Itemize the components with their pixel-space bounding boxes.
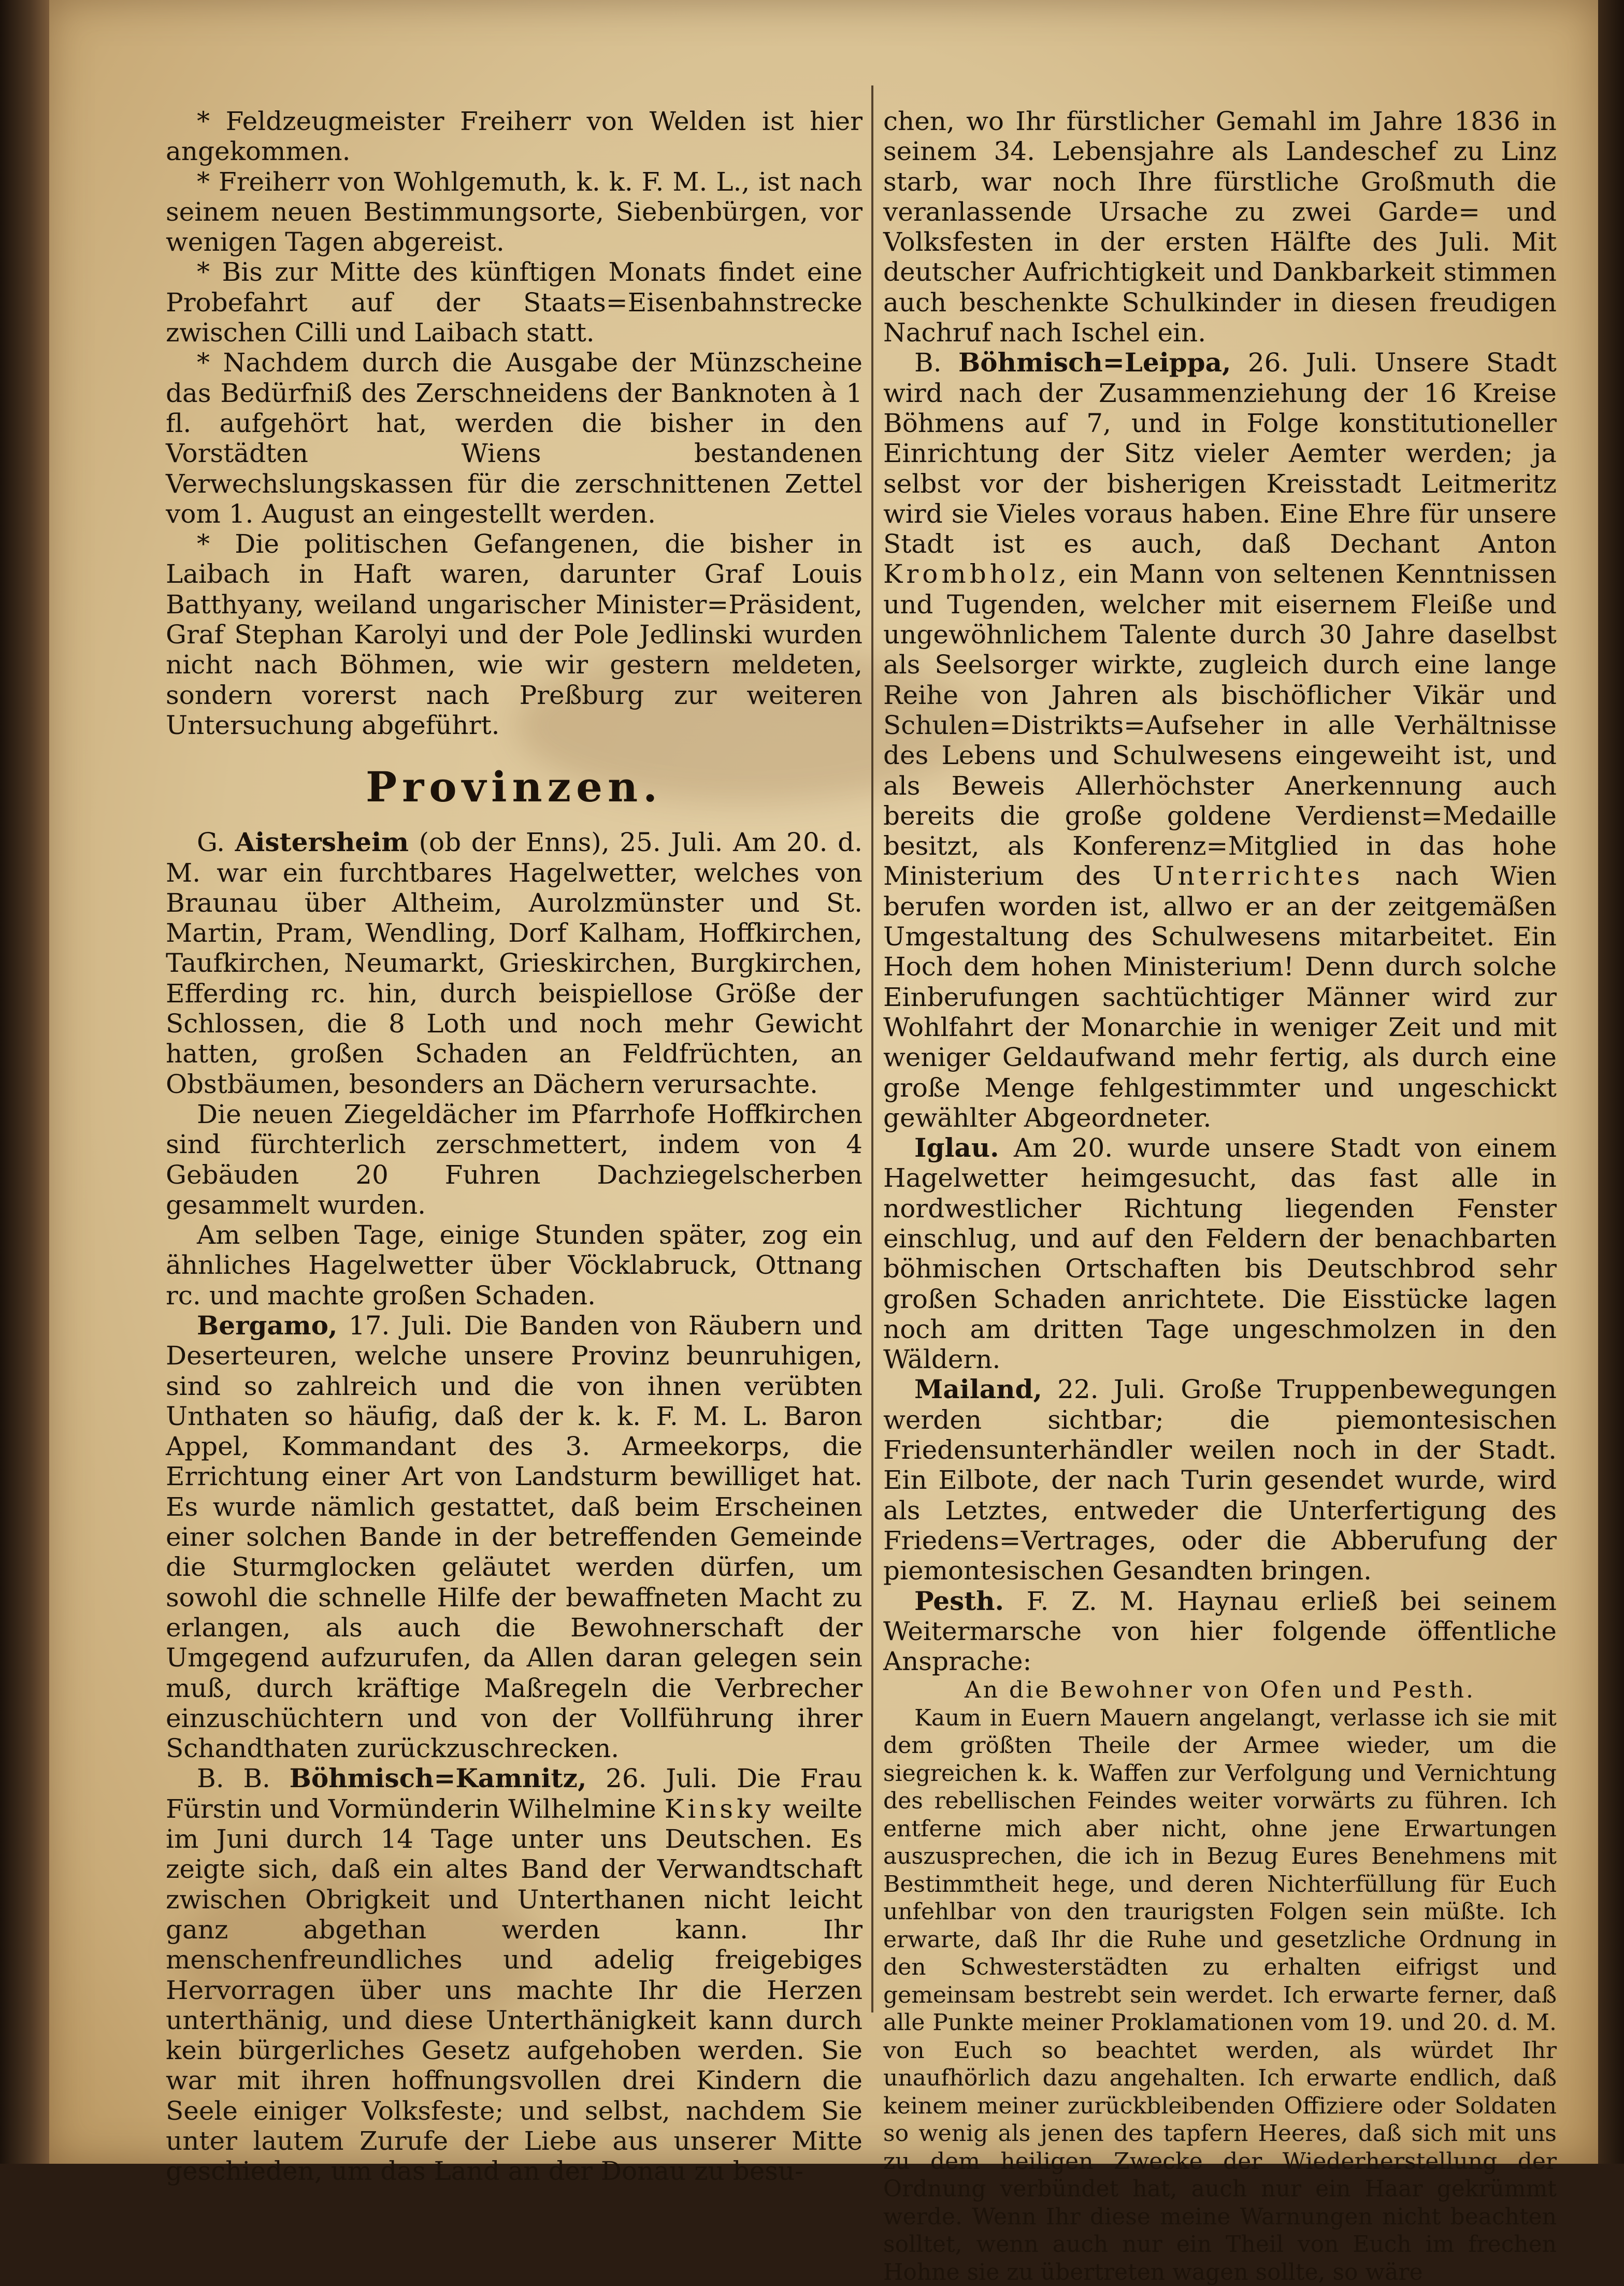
place-name: Pesth. [914, 1585, 1004, 1616]
article-text: Am 20. wurde unsere Stadt von einem Hagelwetter heimgesucht, das fast alle in nordwestlicher Richtung liegenden Fenster einschlug, und auf den Feldern der benachbarten böhmischen Ortschaften bis Deutschbrod sehr großen Schaden anrichtete. Die Eisstücke lagen noch am dritten Tage ungeschmolzen in den Wäldern. [883, 1133, 1557, 1375]
article-text: 22. Juli. Große Truppenbewegungen werden sichtbar; die piemontesischen Friedensunterhändler weilen noch in der Stadt. Ein Eilbote, der nach Turin gesendet wurde, wird als Letztes, entweder die Unterfertigung des Friedens=Vertrages, oder die Abberufung der piemontesischen Gesandten bringen. [883, 1374, 1557, 1586]
news-item: * Nachdem durch die Ausgabe der Münzscheine das Bedürfniß des Zerschneidens der Banknoten à 1 fl. aufgehört hat, werden die bisher in den Vorstädten Wiens bestandenen Verwechslungskassen für die zerschnittenen Zettel vom 1. August an eingestellt werden. [166, 348, 863, 529]
article-text: F. Z. M. Haynau erließ bei seinem Weitermarsche von hier folgende öffentliche Ansprache: [883, 1586, 1557, 1677]
article-text: (ob der Enns), 25. Juli. Am 20. d. M. war ein furchtbares Hagelwetter, welches von Braunau über Altheim, Aurolzmünster und St. Martin, Pram, Wendling, Dorf Kalham, Hoffkirchen, Taufkirchen, Neumarkt, Grieskirchen, Burgkirchen, Efferding rc. hin, durch beispiellose Größe der Schlossen, die 8 Loth und noch mehr Gewicht hatten, großen Schaden an Feldfrüchten, an Obstbäumen, besonders an Dächern verursachte. [166, 827, 863, 1099]
article-mailand [883, 1374, 1557, 1586]
section-heading: Provinzen. [365, 763, 663, 812]
article-bergamo [166, 1311, 863, 1763]
news-item: * Freiherr von Wohlgemuth, k. k. F. M. L., ist nach seinem neuen Bestimmungsorte, Siebenbürgen, vor wenigen Tagen abgereist. [166, 166, 863, 257]
article-kamnitz [166, 1763, 863, 2186]
place-name: Iglau. [914, 1132, 999, 1163]
article-aistersheim [166, 827, 863, 1099]
correspondent-mark: B. B. [197, 1763, 270, 1794]
column-divider [871, 85, 873, 2012]
article-continuation: chen, wo Ihr fürstlicher Gemahl im Jahre 1836 in seinem 34. Lebensjahre als Landeschef zu Linz starb, war noch Ihre fürstliche Großmuth die veranlassende Ursache zu zwei Garde= und Volksfesten in der ersten Hälfte des Juli. Mit deutscher Aufrichtigkeit und Dankbarkeit stimmen auch beschenkte Schulkinder in diesen freudigen Nachruf nach Ischel ein. [883, 106, 1557, 348]
article-paragraph: Die neuen Ziegeldächer im Pfarrhofe Hoffkirchen sind fürchterlich zerschmettert, indem von 4 Gebäuden 20 Fuhren Dachziegelscherben gesammelt wurden. [166, 1099, 863, 1220]
place-name: Mailand, [914, 1374, 1042, 1405]
place-name: Bergamo, [197, 1310, 338, 1341]
correspondent-mark: G. [197, 827, 225, 858]
place-name: Böhmisch=Leippa, [958, 347, 1231, 378]
proclamation-text: Kaum in Euern Mauern angelangt, verlasse ich sie mit dem größten Theile der Armee wieder, um die siegreichen k. k. Waffen zur Verfolgung und Vernichtung des rebellischen Feindes weiter vorwärts zu führen. Ich entferne mich aber nicht, ohne jene Erwartungen auszusprechen, die ich in Bezug Eures Benehmens mit Bestimmtheit hege, und deren Nichterfüllung für Euch unfehlbar von den traurigsten Folgen sein müßte. Ich erwarte, daß Ihr die Ruhe und gesetzliche Ordnung in den Schwesterstädten zu erhalten eifrigst und gemeinsam bestrebt sein werdet. Ich erwarte ferner, daß alle Punkte meiner Proklamationen vom 19. und 20. d. M. von Euch so beachtet werden, als würdet Ihr unaufhörlich dazu angehalten. Ich erwarte endlich, daß keinem meiner zurückbleibenden Offiziere oder Soldaten so wenig als jenen des tapfern Heeres, daß sich mit uns zu dem heiligen Zwecke der Wiederherstellung der Ordnung verbündet hat, auch nur ein Haar gekrümmt werde. Wenn Ihr diese meine Warnungen nicht beachten solltet, wenn auch nur ein Theil von Euch im frechen Hohne sie zu übertreten wagen sollte, so wäre [883, 1704, 1557, 2285]
page-edge [1598, 0, 1624, 2164]
article-iglau [883, 1133, 1557, 1374]
article-text: 17. Juli. Die Banden von Räubern und Deserteuren, welche unsere Provinz beunruhigen, sind so zahlreich und die von ihnen verübten Unthaten so häufig, daß der k. k. F. M. L. Baron Appel, Kommandant des 3. Armeekorps, die Errichtung einer Art von Landsturm bewilliget hat. Es wurde nämlich gestattet, daß beim Erscheinen einer solchen Bande in der betreffenden Gemeinde die Sturmglocken geläutet werden dürfen, um sowohl die schnelle Hilfe der bewaffneten Macht zu erlangen, als auch die Bewohnerschaft der Umgegend aufzurufen, da Allen daran gelegen sein muß, durch kräftige Maßregeln die Verbrecher einzuschüchtern und von der Vollführung ihrer Schandthaten zurückzuschrecken. [166, 1310, 863, 1764]
article-text: 26. Juli. Die Frau Fürstin und Vormünderin Wilhelmine [166, 1763, 863, 1824]
place-name: Aistersheim [235, 827, 409, 858]
emphasized-word: Unterrichtes [1152, 861, 1364, 892]
article-paragraph: Am selben Tage, einige Stunden später, zog ein ähnliches Hagelwetter über Vöcklabruck, Ottnang rc. und machte großen Schaden. [166, 1220, 863, 1311]
news-item: * Feldzeugmeister Freiherr von Welden ist hier angekommen. [166, 106, 863, 167]
article-text: , ein Mann von seltenen Kenntnissen und Tugenden, welcher mit eisernem Fleiße und ungewöhnlichem Talente durch 30 Jahre daselbst als Seelsorger wirkte, zugleich durch eine lange Reihe von Jahren als bischöflicher Vikär und Schulen=Distrikts=Aufseher in alle Verhältnisse des Lebens und Schulwesens eingeweiht ist, und als Beweis Allerhöchster Anerkennung auch bereits die große goldene Verdienst=Medaille besitzt, als Konferenz=Mitglied in das hohe Ministerium des [883, 559, 1557, 892]
article-text: 26. Juli. Unsere Stadt wird nach der Zusammenziehung der 16 Kreise Böhmens auf 7, und in Folge konstitutioneller Einrichtung der Sitz vieler Aemter werden; ja selbst vor der bisherigen Kreisstadt Leitmeritz wird sie Vieles voraus haben. Eine Ehre für unsere Stadt ist es auch, daß Dechant Anton [883, 348, 1557, 559]
article-leippa [883, 348, 1557, 1133]
article-text: weilte im Juni durch 14 Tage unter uns Deutschen. Es zeigte sich, daß ein altes Band der Verwandtschaft zwischen Obrigkeit und Unterthanen nicht leicht ganz abgethan werden kann. Ihr menschenfreundliches und adelig freigebiges Hervorragen über uns machte Ihr die Herzen unterthänig, und diese Unterthänigkeit kann durch kein bürgerliches Gesetz aufgehoben werden. Sie war mit ihren hoffnungsvollen drei Kindern die Seele einiger Volksfeste; und selbst, nachdem Sie unter lautem Zurufe der Liebe aus unserer Mitte geschieden, um das Land an der Donau zu besu- [166, 1793, 863, 2187]
news-item: * Bis zur Mitte des künftigen Monats findet eine Probefahrt auf der Staats=Eisenbahnstrecke zwischen Cilli und Laibach statt. [166, 257, 863, 348]
proclamation-title: An die Bewohner von Ofen und Pesth. [964, 1677, 1476, 1704]
book-spine-shadow [0, 0, 49, 2164]
place-name: Böhmisch=Kamnitz, [289, 1763, 587, 1794]
person-name: Kinsky [664, 1793, 774, 1824]
right-column [883, 106, 1557, 2286]
left-column [166, 106, 863, 2187]
article-text: nach Wien berufen worden ist, allwo er an der zeitgemäßen Umgestaltung des Schulwesens mitarbeitet. Ein Hoch dem hohen Ministerium! Denn durch solche Einberufungen sachtüchtiger Männer wird zur Wohlfahrt der Monarchie in weniger Zeit und mit weniger Geldaufwand mehr fertig, als durch eine große Menge fehlgestimmter und ungeschickt gewählter Abgeordneter. [883, 861, 1557, 1133]
correspondent-mark: B. [914, 348, 942, 378]
news-item: * Die politischen Gefangenen, die bisher in Laibach in Haft waren, darunter Graf Louis Batthyany, weiland ungarischer Minister=Präsident, Graf Stephan Karolyi und der Pole Jedlinski wurden nicht nach Böhmen, wie wir gestern meldeten, sondern vorerst nach Preßburg zur weiteren Untersuchung abgeführt. [166, 529, 863, 740]
article-pesth [883, 1586, 1557, 1677]
person-name: Krombholz [883, 559, 1059, 590]
